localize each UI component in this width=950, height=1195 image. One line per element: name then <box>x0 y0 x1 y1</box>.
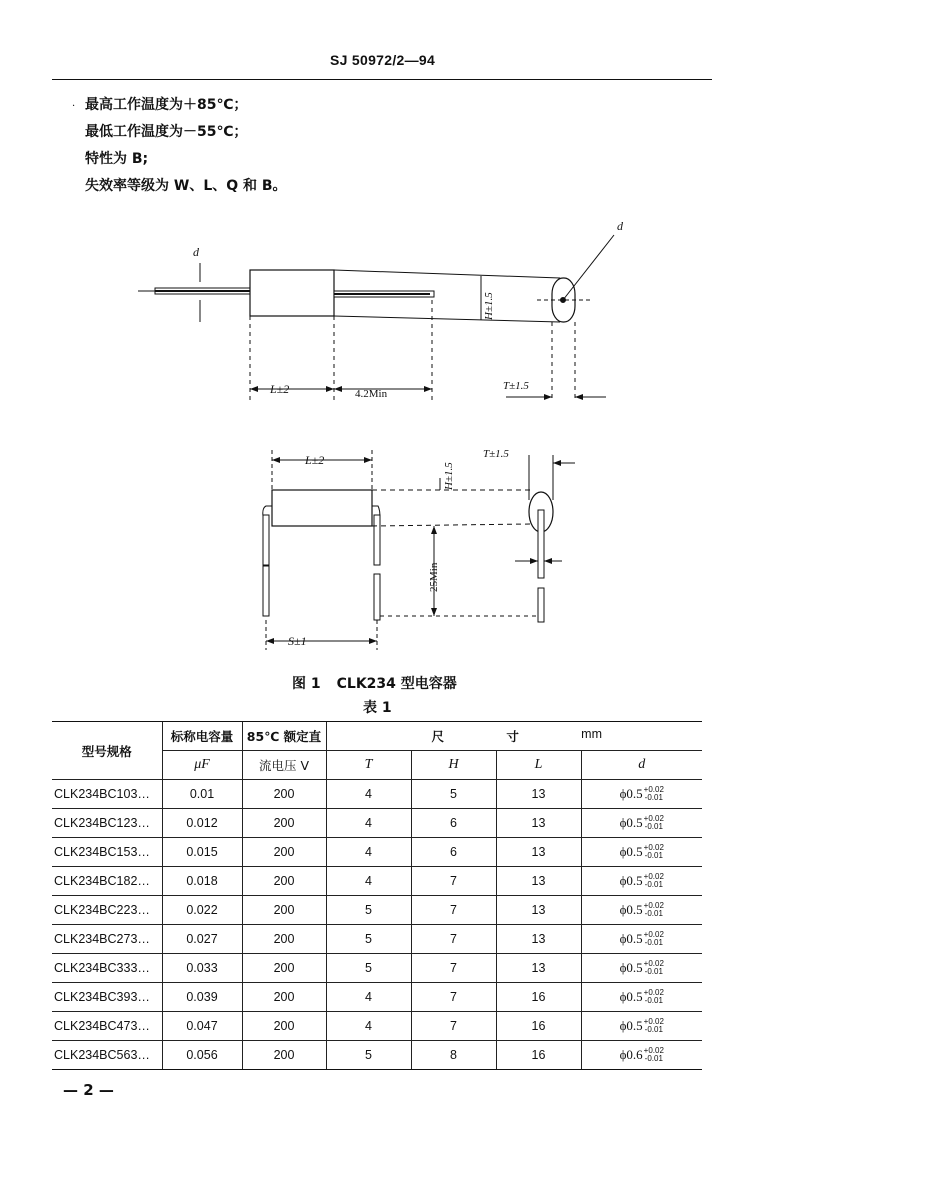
header-dim-unit: mm <box>581 727 602 741</box>
cell-T: 5 <box>326 954 411 983</box>
table-row <box>52 954 702 983</box>
cell-voltage: 200 <box>242 780 326 809</box>
cell-L: 13 <box>496 954 581 983</box>
label-lead-25: 25Min <box>428 562 440 592</box>
cell-voltage: 200 <box>242 1012 326 1041</box>
figure-title: CLK234 型电容器 <box>336 676 457 692</box>
table-row <box>52 838 702 867</box>
cell-model: CLK234BC333… <box>52 954 162 983</box>
d-tol-lower: -0.01 <box>644 909 663 919</box>
d-tol-upper: +0.02 <box>643 872 664 882</box>
cell-model: CLK234BC153… <box>52 838 162 867</box>
spec-list <box>85 92 287 200</box>
cell-capacitance: 0.015 <box>162 838 242 867</box>
label-d-end: d <box>617 219 623 233</box>
d-tol-upper: +0.02 <box>643 785 664 795</box>
cell-T: 4 <box>326 838 411 867</box>
cell-voltage: 200 <box>242 954 326 983</box>
d-tol-lower: -0.01 <box>644 967 663 977</box>
cell-voltage: 200 <box>242 1041 326 1070</box>
d-tolerance <box>644 902 664 918</box>
d-value: ϕ0.5 <box>619 959 643 975</box>
label-t-bottom: T±1.5 <box>483 448 509 460</box>
d-tol-lower: -0.01 <box>644 793 663 803</box>
d-tolerance <box>644 1018 664 1034</box>
figure-number: 图 1 <box>292 676 321 692</box>
cell-model: CLK234BC182… <box>52 867 162 896</box>
d-tol-upper: +0.02 <box>643 1017 664 1027</box>
spec-max-temp: 最高工作温度为＋85℃； <box>85 97 248 113</box>
document-id: SJ 50972/2—94 <box>330 52 436 68</box>
d-tolerance <box>644 815 664 831</box>
cell-T: 4 <box>326 809 411 838</box>
cell-model: CLK234BC273… <box>52 925 162 954</box>
cell-L: 13 <box>496 838 581 867</box>
header-d: d <box>581 751 702 780</box>
cell-T: 4 <box>326 867 411 896</box>
d-value: ϕ0.5 <box>619 872 643 888</box>
header-volt-2: 流电压 V <box>242 751 326 780</box>
cell-capacitance: 0.018 <box>162 867 242 896</box>
header-H: H <box>411 751 496 780</box>
d-tolerance <box>644 786 664 802</box>
header-rule <box>52 79 712 80</box>
d-tol-upper: +0.02 <box>643 901 664 911</box>
label-h-bottom: H±1.5 <box>443 462 455 490</box>
spec-characteristic: 特性为 B; <box>85 151 149 167</box>
d-value: ϕ0.5 <box>619 785 643 801</box>
d-tol-upper: +0.02 <box>643 1046 664 1056</box>
d-tol-lower: -0.01 <box>644 938 663 948</box>
cell-T: 4 <box>326 780 411 809</box>
cell-H: 7 <box>411 925 496 954</box>
cell-H: 7 <box>411 896 496 925</box>
radial-view <box>263 448 575 650</box>
page-number: — 2 — <box>63 1081 114 1099</box>
cell-voltage: 200 <box>242 925 326 954</box>
table-row <box>52 925 702 954</box>
label-h-top: H±1.5 <box>483 292 495 320</box>
cell-T: 4 <box>326 983 411 1012</box>
cell-capacitance: 0.022 <box>162 896 242 925</box>
figure-caption <box>292 673 457 693</box>
cell-model: CLK234BC223… <box>52 896 162 925</box>
spec-table <box>52 721 702 1070</box>
d-tol-upper: +0.02 <box>643 930 664 940</box>
label-t-top: T±1.5 <box>503 380 529 392</box>
cell-H: 6 <box>411 838 496 867</box>
d-tolerance <box>644 931 664 947</box>
cell-H: 7 <box>411 983 496 1012</box>
d-tol-lower: -0.01 <box>644 1025 663 1035</box>
header-model: 型号规格 <box>52 722 162 780</box>
cell-d <box>581 983 702 1012</box>
table-row <box>52 1041 702 1070</box>
cell-d <box>581 1041 702 1070</box>
cell-capacitance: 0.01 <box>162 780 242 809</box>
d-value: ϕ0.5 <box>619 814 643 830</box>
cell-capacitance: 0.056 <box>162 1041 242 1070</box>
cell-H: 6 <box>411 809 496 838</box>
cell-L: 16 <box>496 983 581 1012</box>
cell-d <box>581 780 702 809</box>
capacitor-drawing <box>0 200 950 670</box>
table-row <box>52 1012 702 1041</box>
cell-d <box>581 954 702 983</box>
table-body <box>52 780 702 1070</box>
cell-voltage: 200 <box>242 896 326 925</box>
header-T: T <box>326 751 411 780</box>
header-dim-b: 寸 <box>506 729 519 744</box>
label-l-top: L±2 <box>270 382 290 396</box>
d-tol-upper: +0.02 <box>643 959 664 969</box>
cell-H: 5 <box>411 780 496 809</box>
cell-L: 13 <box>496 867 581 896</box>
header-dims <box>326 722 702 751</box>
cell-L: 13 <box>496 925 581 954</box>
d-value: ϕ0.5 <box>619 901 643 917</box>
d-tolerance <box>644 1047 664 1063</box>
cell-capacitance: 0.033 <box>162 954 242 983</box>
cell-T: 5 <box>326 896 411 925</box>
header-L: L <box>496 751 581 780</box>
label-l-bottom: L±2 <box>305 453 325 467</box>
d-tol-upper: +0.02 <box>643 988 664 998</box>
cell-L: 16 <box>496 1041 581 1070</box>
cell-T: 4 <box>326 1012 411 1041</box>
d-tol-lower: -0.01 <box>644 880 663 890</box>
cell-H: 8 <box>411 1041 496 1070</box>
cell-voltage: 200 <box>242 867 326 896</box>
label-s: S±1 <box>288 634 307 648</box>
cell-d <box>581 896 702 925</box>
cell-model: CLK234BC123… <box>52 809 162 838</box>
cell-L: 16 <box>496 1012 581 1041</box>
label-d-top: d <box>193 245 199 259</box>
d-tolerance <box>644 844 664 860</box>
d-tolerance <box>644 960 664 976</box>
cell-H: 7 <box>411 867 496 896</box>
cell-voltage: 200 <box>242 809 326 838</box>
d-tol-lower: -0.01 <box>644 822 663 832</box>
cell-model: CLK234BC393… <box>52 983 162 1012</box>
table-title: 表 1 <box>363 700 392 716</box>
d-value: ϕ0.6 <box>619 1046 643 1062</box>
cell-L: 13 <box>496 780 581 809</box>
cell-d <box>581 809 702 838</box>
table-row <box>52 867 702 896</box>
label-lead-min: 4.2Min <box>355 388 388 400</box>
table-row <box>52 780 702 809</box>
cell-capacitance: 0.047 <box>162 1012 242 1041</box>
cell-capacitance: 0.027 <box>162 925 242 954</box>
cell-L: 13 <box>496 896 581 925</box>
header-dim-a: 尺 <box>431 729 445 744</box>
d-value: ϕ0.5 <box>619 988 643 1004</box>
cell-model: CLK234BC473… <box>52 1012 162 1041</box>
cell-H: 7 <box>411 1012 496 1041</box>
spec-min-temp: 最低工作温度为－55℃； <box>85 124 248 140</box>
d-tol-upper: +0.02 <box>643 814 664 824</box>
d-tol-lower: -0.01 <box>644 1054 663 1064</box>
d-value: ϕ0.5 <box>619 930 643 946</box>
d-tol-lower: -0.01 <box>644 851 663 861</box>
cell-d <box>581 867 702 896</box>
cell-model: CLK234BC103… <box>52 780 162 809</box>
cell-T: 5 <box>326 925 411 954</box>
cell-capacitance: 0.039 <box>162 983 242 1012</box>
table-row <box>52 896 702 925</box>
header-volt-1: 85℃ 额定直 <box>242 722 326 751</box>
header-cap-1: 标称电容量 <box>162 722 242 751</box>
d-tolerance <box>644 873 664 889</box>
cell-capacitance: 0.012 <box>162 809 242 838</box>
d-tol-lower: -0.01 <box>644 996 663 1006</box>
cell-H: 7 <box>411 954 496 983</box>
d-tolerance <box>644 989 664 1005</box>
d-value: ϕ0.5 <box>619 1017 643 1033</box>
cell-voltage: 200 <box>242 838 326 867</box>
cell-model: CLK234BC563… <box>52 1041 162 1070</box>
axial-view <box>138 219 624 400</box>
table-row <box>52 983 702 1012</box>
cell-d <box>581 925 702 954</box>
spec-failure-rate: 失效率等级为 W、L、Q 和 B。 <box>85 178 287 194</box>
table-row <box>52 809 702 838</box>
cell-voltage: 200 <box>242 983 326 1012</box>
header-cap-2: μF <box>162 751 242 780</box>
d-tol-upper: +0.02 <box>643 843 664 853</box>
cell-d <box>581 1012 702 1041</box>
d-value: ϕ0.5 <box>619 843 643 859</box>
cell-L: 13 <box>496 809 581 838</box>
bullet-dot: · <box>72 101 76 112</box>
cell-d <box>581 838 702 867</box>
cell-T: 5 <box>326 1041 411 1070</box>
